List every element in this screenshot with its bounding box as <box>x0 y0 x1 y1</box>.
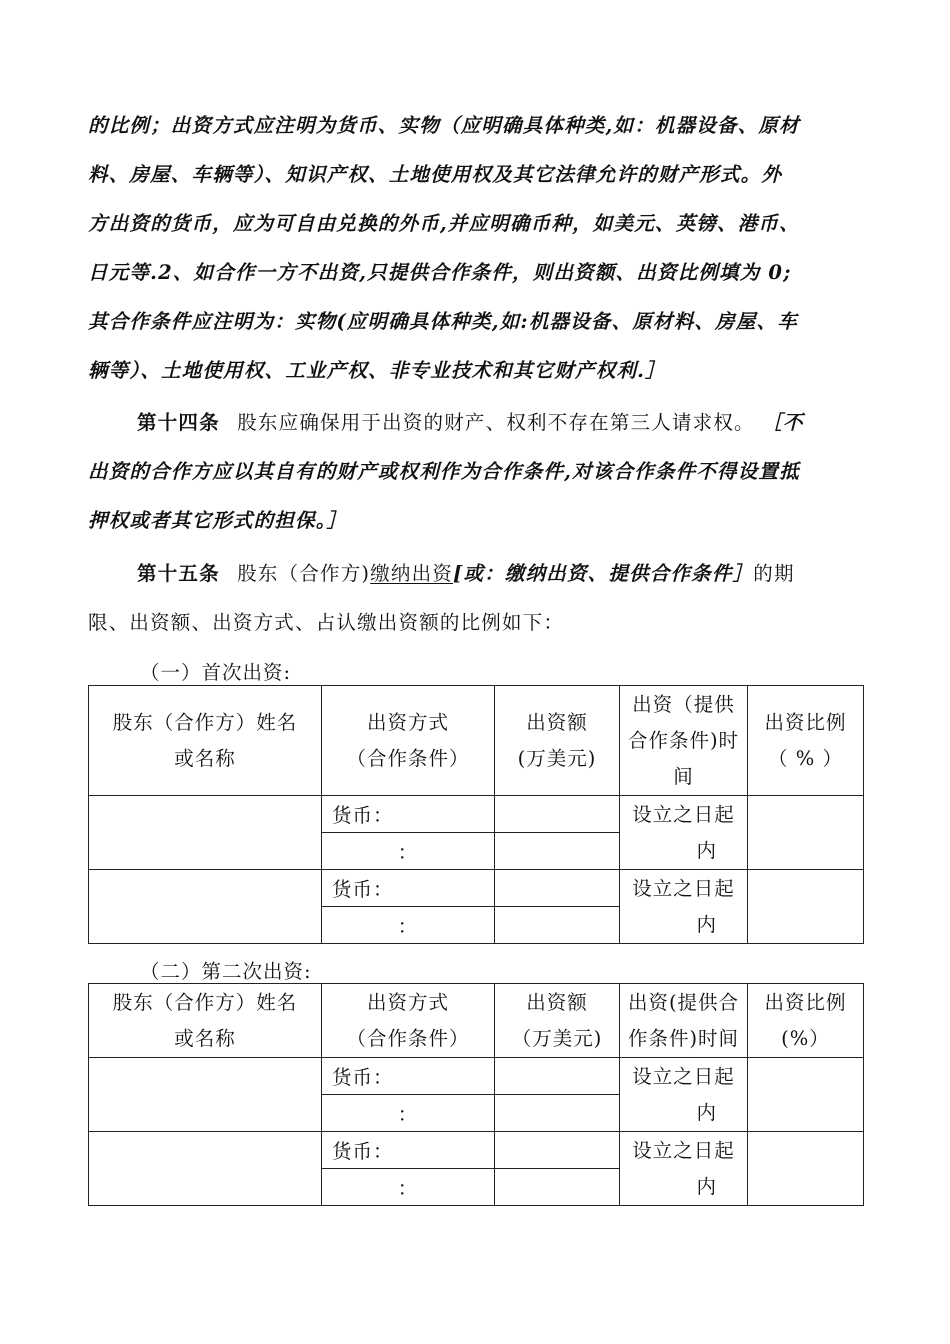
shareholder-name-cell[interactable] <box>89 1058 322 1132</box>
other-method-cell: ： <box>322 1095 495 1132</box>
amount-cell[interactable] <box>495 833 620 870</box>
table-header-row <box>89 686 864 796</box>
article-15-underlined: 缴纳出资 <box>370 562 454 585</box>
header-method-line: 出资方式 <box>366 710 449 734</box>
time-line: 设立之日起 <box>632 802 735 826</box>
time-cell <box>620 1058 748 1132</box>
header-ratio-line: (%） <box>781 1026 830 1050</box>
header-ratio-line: （ % ） <box>768 746 843 770</box>
article-14-text: 股东应确保用于出资的财产、权利不存在第三人请求权。 <box>237 411 755 434</box>
ratio-cell[interactable] <box>748 796 864 870</box>
article-14-label: 第十四条 <box>137 411 220 434</box>
header-name <box>89 984 322 1058</box>
header-time <box>620 984 748 1058</box>
header-amount <box>495 686 620 796</box>
header-method <box>322 984 495 1058</box>
shareholder-name-cell[interactable] <box>89 1132 322 1206</box>
header-time-line: 出资（提供 <box>632 692 735 716</box>
first-contribution-table <box>88 685 864 944</box>
time-line: 内 <box>696 838 717 862</box>
header-ratio <box>748 984 864 1058</box>
amount-cell[interactable] <box>495 1095 620 1132</box>
time-cell <box>620 870 748 944</box>
table-row <box>89 1132 864 1169</box>
header-amount-line: 出资额 <box>526 990 588 1014</box>
header-method-line: （合作条件） <box>346 746 470 770</box>
paragraph-top <box>88 101 863 395</box>
time-cell <box>620 1132 748 1206</box>
amount-cell[interactable] <box>495 907 620 944</box>
article-15-line <box>88 549 863 598</box>
shareholder-name-cell[interactable] <box>89 870 322 944</box>
header-time-line: 合作条件)时 <box>627 728 740 752</box>
other-method-cell: ： <box>322 833 495 870</box>
article-14-note-start: ［不 <box>762 411 804 434</box>
paragraph-line: 其合作条件应注明为：实物(应明确具体种类,如:机器设备、原材料、房屋、车 <box>88 310 798 333</box>
time-line: 设立之日起 <box>632 876 735 900</box>
paragraph-line: 的比例；出资方式应注明为货币、实物（应明确具体种类,如：机器设备、原材 <box>88 114 800 137</box>
time-line: 内 <box>696 912 717 936</box>
header-amount-line: （万美元) <box>511 1026 603 1050</box>
table-row <box>89 870 864 907</box>
article-15-text-b: 的期 <box>753 562 795 585</box>
header-time-line: 出资(提供合 <box>627 990 740 1014</box>
header-amount-line: (万美元) <box>517 746 597 770</box>
section-2-title: （二）第二次出资: <box>140 960 312 983</box>
header-name-line: 股东（合作方）姓名 <box>112 710 298 734</box>
header-name <box>89 686 322 796</box>
header-amount-line: 出资额 <box>526 710 588 734</box>
article-15-text-a: 股东（合作方) <box>237 562 371 585</box>
time-line: 内 <box>696 1100 717 1124</box>
header-time-line: 间 <box>673 764 694 788</box>
header-time-line: 作条件)时间 <box>627 1026 740 1050</box>
amount-cell[interactable] <box>495 870 620 907</box>
article-15-line-2: 限、出资额、出资方式、占认缴出资额的比例如下： <box>88 611 565 634</box>
amount-cell[interactable] <box>495 796 620 833</box>
table-header-row <box>89 984 864 1058</box>
time-line: 设立之日起 <box>632 1064 735 1088</box>
header-method <box>322 686 495 796</box>
time-line: 设立之日起 <box>632 1138 735 1162</box>
article-14-note-line: 出资的合作方应以其自有的财产或权利作为合作条件,对该合作条件不得设置抵 <box>88 460 800 483</box>
header-method-line: 出资方式 <box>366 990 449 1014</box>
amount-cell[interactable] <box>495 1132 620 1169</box>
header-name-line: 股东（合作方）姓名 <box>112 990 298 1014</box>
article-14 <box>88 398 863 545</box>
shareholder-name-cell[interactable] <box>89 796 322 870</box>
time-cell <box>620 796 748 870</box>
other-method-cell: ： <box>322 907 495 944</box>
header-ratio-line: 出资比例 <box>764 710 847 734</box>
currency-cell: 货币： <box>322 870 495 907</box>
table-row <box>89 1058 864 1095</box>
amount-cell[interactable] <box>495 1169 620 1206</box>
article-14-note-line: 押权或者其它形式的担保。］ <box>88 509 348 532</box>
article-14-line <box>88 398 863 447</box>
currency-cell: 货币： <box>322 796 495 833</box>
header-name-line: 或名称 <box>174 1026 236 1050</box>
amount-cell[interactable] <box>495 1058 620 1095</box>
currency-cell: 货币： <box>322 1132 495 1169</box>
paragraph-line: 料、房屋、车辆等）、知识产权、土地使用权及其它法律允许的财产形式。外 <box>88 163 783 186</box>
article-15 <box>88 549 863 647</box>
header-ratio <box>748 686 864 796</box>
article-15-label: 第十五条 <box>137 562 220 585</box>
paragraph-line: 日元等.2、如合作一方不出资,只提供合作条件，则出资额、出资比例填为 0; <box>88 261 792 284</box>
header-name-line: 或名称 <box>174 746 236 770</box>
table-row <box>89 796 864 833</box>
ratio-cell[interactable] <box>748 1058 864 1132</box>
ratio-cell[interactable] <box>748 870 864 944</box>
section-1-title: （一）首次出资: <box>140 661 292 684</box>
header-method-line: （合作条件） <box>346 1026 470 1050</box>
time-line: 内 <box>696 1174 717 1198</box>
article-15-note: [或：缴纳出资、提供合作条件］ <box>453 562 754 585</box>
paragraph-line: 方出资的货币，应为可自由兑换的外币,并应明确币种，如美元、英镑、港币、 <box>88 212 800 235</box>
header-amount <box>495 984 620 1058</box>
paragraph-line: 辆等）、土地使用权、工业产权、非专业技术和其它财产权利.］ <box>88 359 666 382</box>
currency-cell: 货币： <box>322 1058 495 1095</box>
other-method-cell: ： <box>322 1169 495 1206</box>
second-contribution-table <box>88 983 864 1206</box>
header-time <box>620 686 748 796</box>
ratio-cell[interactable] <box>748 1132 864 1206</box>
header-ratio-line: 出资比例 <box>764 990 847 1014</box>
